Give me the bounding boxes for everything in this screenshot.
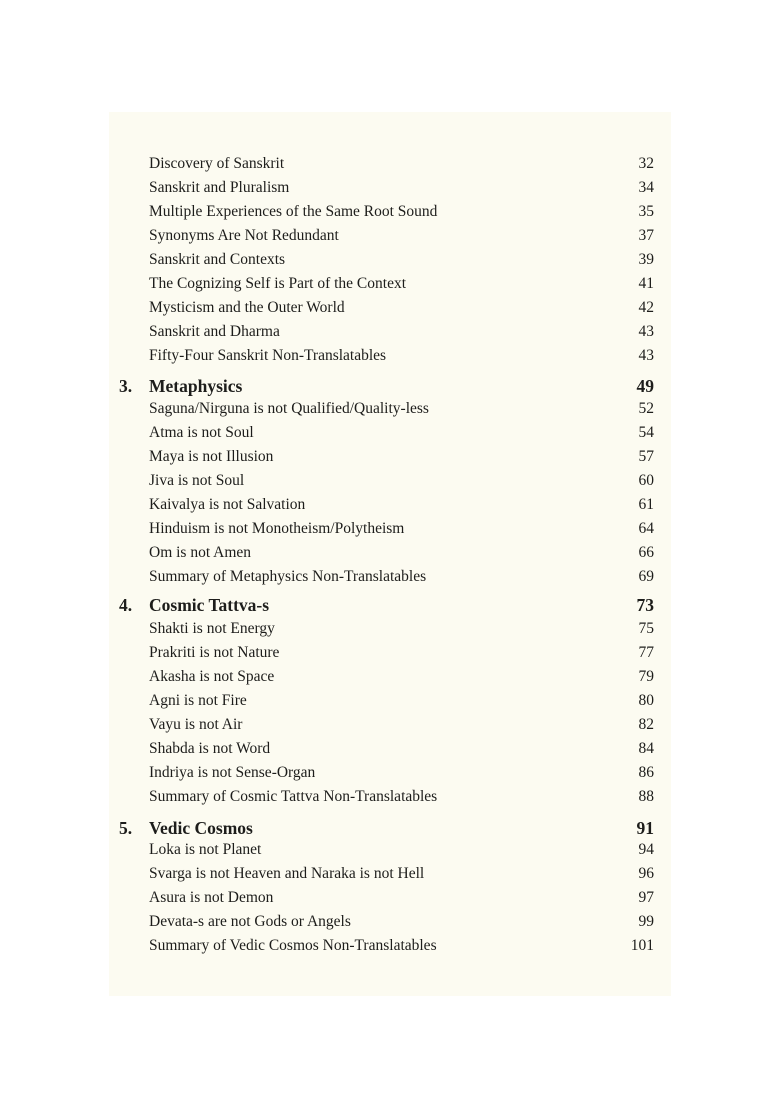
toc-entry-page: 35 (638, 203, 654, 220)
toc-entry-title: Asura is not Demon (149, 889, 274, 906)
toc-entry-page: 101 (630, 937, 654, 954)
toc-entry-title: Summary of Vedic Cosmos Non-Translatables (149, 937, 437, 954)
toc-entry-title: Sanskrit and Contexts (149, 251, 286, 268)
toc-entry (149, 838, 654, 862)
toc-entry (149, 421, 654, 445)
toc-entry-title: Agni is not Fire (149, 692, 247, 709)
toc-entry-page: 80 (638, 692, 654, 709)
toc-entry-title: Synonyms Are Not Redundant (149, 227, 339, 244)
toc-entry (149, 224, 654, 248)
chapter-heading (119, 591, 654, 619)
toc-entry-page: 79 (638, 668, 654, 685)
toc-entry (149, 665, 654, 689)
toc-entry-title: Om is not Amen (149, 544, 252, 561)
toc-entry-page: 60 (638, 472, 654, 489)
toc-entry-title: Shakti is not Energy (149, 620, 275, 637)
toc-entry (149, 886, 654, 910)
toc-entry-title: Hinduism is not Monotheism/Polytheism (149, 520, 405, 537)
toc-entry (149, 934, 654, 958)
toc-entry (149, 272, 654, 296)
toc-entry-page: 61 (638, 496, 654, 513)
toc-entry-title: Prakriti is not Nature (149, 644, 280, 661)
toc-entry-title: Summary of Cosmic Tattva Non-Translatables (149, 788, 438, 805)
toc-entry (149, 641, 654, 665)
toc-entry-title: Kaivalya is not Salvation (149, 496, 306, 513)
toc-entry (149, 785, 654, 809)
chapter-page: 49 (636, 376, 654, 396)
toc-entry-page: 42 (638, 299, 654, 316)
toc-entry (149, 445, 654, 469)
toc-entry-title: Multiple Experiences of the Same Root Sound (149, 203, 438, 220)
toc-entry (149, 713, 654, 737)
toc-entry-page: 66 (638, 544, 654, 561)
toc-entry (149, 689, 654, 713)
toc-entry-page: 99 (638, 913, 654, 930)
toc-entry (149, 737, 654, 761)
chapter-title: Cosmic Tattva-s (149, 595, 270, 615)
toc-entry (149, 397, 654, 421)
chapter-number: 4. (119, 595, 133, 615)
toc-entry-title: Shabda is not Word (149, 740, 271, 757)
toc-entry (149, 248, 654, 272)
toc-entry-title: Svarga is not Heaven and Naraka is not Hell (149, 865, 425, 882)
toc-entry (149, 469, 654, 493)
chapter-page: 91 (636, 818, 654, 838)
toc-entry-page: 97 (638, 889, 654, 906)
toc-entry-page: 82 (638, 716, 654, 733)
toc-entry-title: Loka is not Planet (149, 841, 262, 858)
toc-entry-page: 57 (638, 448, 654, 465)
toc-entry (149, 200, 654, 224)
chapter-title: Vedic Cosmos (149, 818, 253, 838)
toc-entry-page: 88 (638, 788, 654, 805)
toc-entry-title: Fifty-Four Sanskrit Non-Translatables (149, 347, 387, 364)
toc-entry-page: 96 (638, 865, 654, 882)
toc-entry-title: Summary of Metaphysics Non-Translatables (149, 568, 427, 585)
toc-entry-page: 84 (638, 740, 654, 757)
chapter-number: 3. (119, 376, 133, 396)
chapter-title: Metaphysics (149, 376, 243, 396)
toc-entry-title: Atma is not Soul (149, 424, 254, 441)
toc-entry-page: 34 (638, 179, 654, 196)
toc-entry-page: 94 (638, 841, 654, 858)
toc-entry-page: 43 (638, 323, 654, 340)
chapter-heading (119, 372, 654, 400)
toc-entry (149, 862, 654, 886)
toc-entry-page: 37 (638, 227, 654, 244)
chapter-number: 5. (119, 818, 133, 838)
toc-entry (149, 320, 654, 344)
toc-entry (149, 910, 654, 934)
chapter-page: 73 (636, 595, 654, 615)
toc-entry-page: 52 (638, 400, 654, 417)
toc-entry-title: Mysticism and the Outer World (149, 299, 345, 316)
toc-entry (149, 541, 654, 565)
toc-entry (149, 493, 654, 517)
toc-entry-title: Vayu is not Air (149, 716, 243, 733)
toc-entry (149, 761, 654, 785)
toc-entry (149, 152, 654, 176)
toc-entry-title: Jiva is not Soul (149, 472, 245, 489)
toc-entry-title: Indriya is not Sense-Organ (149, 764, 316, 781)
toc-entry-page: 64 (638, 520, 654, 537)
toc-entry-page: 41 (638, 275, 654, 292)
toc-entry-page: 54 (638, 424, 654, 441)
toc-entry-title: The Cognizing Self is Part of the Context (149, 275, 407, 292)
toc-entry (149, 565, 654, 589)
toc-entry (149, 344, 654, 368)
toc-entry (149, 617, 654, 641)
toc-entry-page: 77 (638, 644, 654, 661)
book-page (109, 112, 671, 996)
toc-entry (149, 296, 654, 320)
toc-entry-title: Sanskrit and Pluralism (149, 179, 290, 196)
toc-entry-title: Devata-s are not Gods or Angels (149, 913, 351, 930)
toc-entry-page: 39 (638, 251, 654, 268)
toc-entry-page: 69 (638, 568, 654, 585)
toc-entry-page: 43 (638, 347, 654, 364)
toc-entry-title: Discovery of Sanskrit (149, 155, 285, 172)
toc-entry (149, 176, 654, 200)
toc-entry-title: Saguna/Nirguna is not Qualified/Quality-less (149, 400, 429, 417)
toc-entry-page: 86 (638, 764, 654, 781)
toc-entry-title: Maya is not Illusion (149, 448, 274, 465)
toc-entry-page: 75 (638, 620, 654, 637)
toc-entry-title: Sanskrit and Dharma (149, 323, 280, 340)
toc-entry (149, 517, 654, 541)
toc-entry-page: 32 (638, 155, 654, 172)
toc-entry-title: Akasha is not Space (149, 668, 275, 685)
